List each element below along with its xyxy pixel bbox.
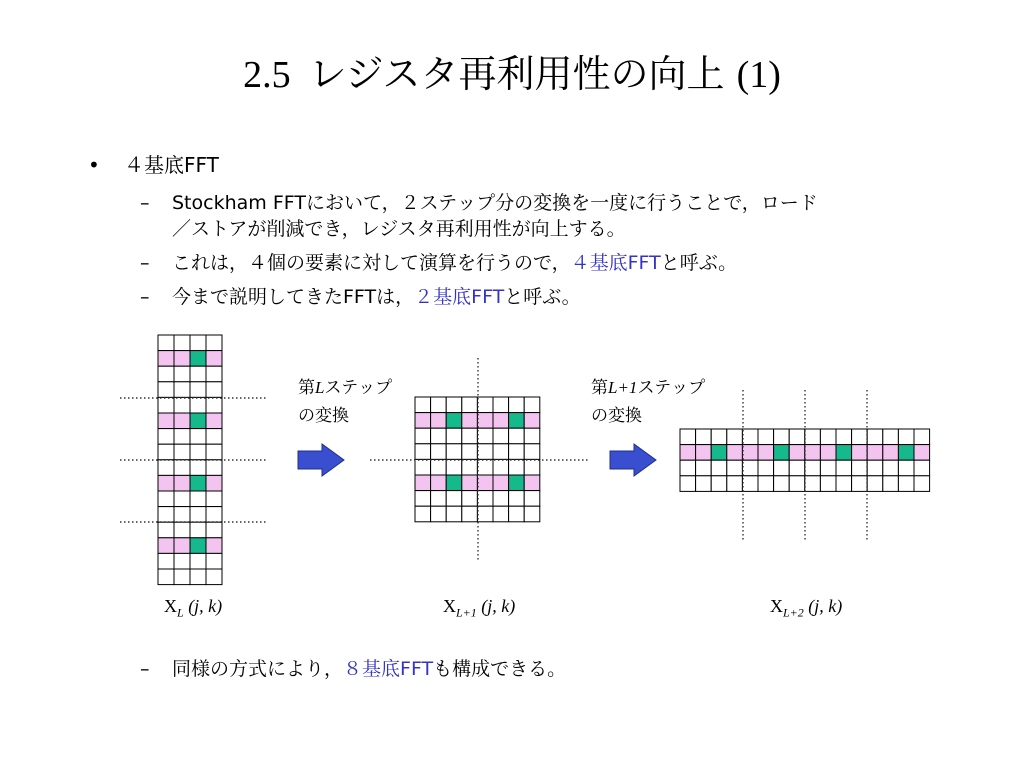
grid-xl1-cell — [415, 506, 431, 522]
grid-xl-cell — [190, 351, 206, 367]
grid-xl-cell — [206, 491, 222, 507]
grid-xl-cell — [174, 569, 190, 585]
grid-xl1-cell — [415, 475, 431, 491]
grid-xl2-cell — [820, 429, 836, 445]
grid-xl1-cell — [493, 428, 509, 444]
grid-xl-cell — [158, 553, 174, 569]
grid-xl-cell — [206, 538, 222, 554]
item-2-text: これは，４個の要素に対して演算を行うので， — [172, 252, 571, 274]
grid-xl-cell — [190, 491, 206, 507]
grid-xl2-cell — [680, 476, 696, 492]
grid-xl1-cell — [462, 491, 478, 507]
item-3-tail: と呼ぶ。 — [504, 286, 581, 308]
grid-xl1-cell — [431, 459, 447, 475]
grid-xl1-cell — [431, 397, 447, 413]
grid-xl-cell — [206, 553, 222, 569]
item-2-highlight: ４基底FFT — [570, 252, 661, 274]
grid-xl-cell — [206, 351, 222, 367]
grid-xl-cell — [158, 413, 174, 429]
grid-xl2-cell — [836, 460, 852, 476]
grid-xl-cell — [206, 460, 222, 476]
grid-xl2-cell — [820, 460, 836, 476]
grid-xl1-cell — [446, 475, 462, 491]
grid-xl1-cell — [493, 413, 509, 429]
grid-xl1-cell — [524, 428, 540, 444]
grid-xl-cell — [206, 366, 222, 382]
step-l-caption-line-1: 第Lステップ — [298, 378, 393, 398]
grid-xl2-cell — [711, 460, 727, 476]
grid-xl1-cell — [462, 397, 478, 413]
item-2-tail: と呼ぶ。 — [660, 252, 738, 274]
grid-xl1-cell — [509, 506, 525, 522]
grid-xl-cell — [206, 507, 222, 523]
grid-xl-cell — [174, 382, 190, 398]
grid-xl2-cell — [914, 429, 930, 445]
grid-xl2-cell — [727, 460, 743, 476]
step-l1-caption-line-1: 第L+1ステップ — [591, 378, 706, 398]
grid-xl-cell — [190, 569, 206, 585]
grid-xl2-cell — [867, 460, 883, 476]
item-4-tail: も構成できる。 — [433, 658, 567, 680]
grid-xl2-cell — [696, 429, 712, 445]
grid-xl-cell — [190, 335, 206, 351]
grid-xl-cell — [174, 507, 190, 523]
grid-xl2-cell — [758, 445, 774, 461]
grid-xl2-cell — [867, 445, 883, 461]
grid-xl-cell — [206, 475, 222, 491]
grid-xl-cell — [174, 444, 190, 460]
grid-xl-cell — [206, 444, 222, 460]
grid-xl2-cell — [758, 460, 774, 476]
grid-xl2-cell — [852, 445, 868, 461]
grid-xl1-cell — [415, 491, 431, 507]
grid-xl1-cell — [509, 444, 525, 460]
grid-xl2-cell — [820, 476, 836, 492]
grid-xl1-cell — [509, 397, 525, 413]
grid-xl-cell — [158, 460, 174, 476]
grid-xl-cell — [174, 413, 190, 429]
grid-xl-cell — [206, 397, 222, 413]
grid-xl2-cell — [914, 476, 930, 492]
grid-xl2-cell — [852, 429, 868, 445]
grid-xl-cell — [158, 429, 174, 445]
grid-xl1-cell — [493, 459, 509, 475]
grid-xl-cell — [158, 444, 174, 460]
grid-xl1-cell — [477, 506, 493, 522]
grid-xl1-cell — [477, 491, 493, 507]
grid-xl1-cell — [477, 475, 493, 491]
grid-xl1-cell — [493, 475, 509, 491]
item-3-text: 今まで説明してきたFFTは， — [172, 286, 415, 308]
grid-xl1-cell — [431, 413, 447, 429]
item-3-highlight: ２基底FFT — [414, 286, 505, 308]
grid-xl-cell — [158, 382, 174, 398]
grid-xl-cell — [158, 351, 174, 367]
grid-xl1-cell — [524, 397, 540, 413]
grid-xl2-cell — [742, 429, 758, 445]
grid-xl2-cell — [805, 476, 821, 492]
grid-xl-cell — [206, 569, 222, 585]
grid-xl2-cell — [898, 460, 914, 476]
grid-xl2-cell — [774, 460, 790, 476]
grid-label-xl1: $X_{L+1}$ (j, k) — [443, 596, 516, 620]
grid-xl2-cell — [742, 460, 758, 476]
grid-xl2-cell — [883, 429, 899, 445]
grid-xl2-cell — [696, 460, 712, 476]
item-4 — [172, 656, 566, 682]
grid-xl-cell — [174, 429, 190, 445]
grid-xl2-cell — [680, 429, 696, 445]
grid-xl1-cell — [509, 413, 525, 429]
grid-xl2-cell — [789, 445, 805, 461]
grid-xl1-cell — [493, 444, 509, 460]
grid-xl1-cell — [431, 444, 447, 460]
grid-xl2-cell — [867, 429, 883, 445]
grid-xl-cell — [190, 382, 206, 398]
dash-marker: – — [140, 286, 150, 308]
grid-xl2-cell — [774, 429, 790, 445]
title-number: 2.5 — [243, 54, 291, 96]
grid-xl2-cell — [898, 476, 914, 492]
grid-xl2-cell — [696, 476, 712, 492]
grid-xl1-cell — [509, 459, 525, 475]
dash-marker: – — [140, 252, 150, 274]
grid-xl2-cell — [758, 429, 774, 445]
grid-xl-cell — [190, 444, 206, 460]
grid-xl-cell — [190, 366, 206, 382]
grid-xl1-cell — [446, 506, 462, 522]
grid-xl1-cell — [509, 475, 525, 491]
grid-xl2-cell — [883, 460, 899, 476]
grid-xl1-cell — [446, 459, 462, 475]
grid-xl2-cell — [680, 460, 696, 476]
grid-xl-cell — [158, 507, 174, 523]
grid-xl2-cell — [727, 429, 743, 445]
bullet-heading: ４基底FFT — [124, 153, 219, 177]
grid-xl1-cell — [477, 428, 493, 444]
grid-xl2-cell — [883, 476, 899, 492]
grid-xl2-cell — [789, 429, 805, 445]
grid-xl2-cell — [758, 476, 774, 492]
grid-xl-cell — [158, 397, 174, 413]
grid-xl-cell — [206, 335, 222, 351]
grid-xl1-cell — [415, 428, 431, 444]
grid-xl2-cell — [727, 445, 743, 461]
grid-xl2-cell — [836, 476, 852, 492]
grid-xl1-cell — [524, 459, 540, 475]
grid-xl-cell — [190, 397, 206, 413]
grid-xl1-cell — [477, 397, 493, 413]
grid-xl-cell — [158, 538, 174, 554]
grid-xl-cell — [190, 475, 206, 491]
grid-xl2-cell — [898, 445, 914, 461]
grid-xl2-cell — [789, 460, 805, 476]
grid-xl-cell — [158, 366, 174, 382]
grid-xl-cell — [174, 522, 190, 538]
grid-xl1-cell — [462, 506, 478, 522]
grid-xl2-cell — [711, 445, 727, 461]
grid-xl1-cell — [524, 444, 540, 460]
grid-xl1-cell — [524, 475, 540, 491]
grid-xl-cell — [190, 553, 206, 569]
step-l1-arrow — [610, 444, 656, 476]
grid-xl2-cell — [883, 445, 899, 461]
grid-xl1-cell — [462, 475, 478, 491]
bullet-marker: • — [88, 153, 100, 177]
grid-xl-cell — [174, 351, 190, 367]
grid-xl2-cell — [836, 445, 852, 461]
grid-xl2-cell — [914, 460, 930, 476]
grid-xl-cell — [206, 382, 222, 398]
grid-xl-cell — [174, 397, 190, 413]
grid-xl2-cell — [774, 445, 790, 461]
grid-xl1-cell — [477, 444, 493, 460]
grid-xl1-cell — [462, 413, 478, 429]
grid-xl-cell — [158, 569, 174, 585]
grid-xl2-cell — [867, 476, 883, 492]
grid-xl1-cell — [524, 491, 540, 507]
grid-xl2-cell — [742, 476, 758, 492]
grid-xl1-cell — [446, 428, 462, 444]
grid-xl1-cell — [431, 475, 447, 491]
grid-xl1-cell — [477, 459, 493, 475]
grid-xl2-cell — [680, 445, 696, 461]
grid-xl-cell — [174, 553, 190, 569]
grid-xl-cell — [190, 413, 206, 429]
grid-xl-cell — [190, 507, 206, 523]
grid-label-xl: $X_L$ (j, k) — [164, 596, 223, 620]
title-text: レジスタ再利用性の向上 — [308, 52, 725, 96]
grid-xl2-cell — [805, 460, 821, 476]
grid-xl2-cell — [774, 476, 790, 492]
grid-xl1-cell — [446, 413, 462, 429]
grid-xl-cell — [206, 413, 222, 429]
grid-xl1-cell — [415, 397, 431, 413]
grid-xl2-cell — [820, 445, 836, 461]
item-1-line-1: Stockham FFTにおいて，２ステップ分の変換を一度に行うことで，ロード — [172, 192, 818, 214]
item-1-line-2: ／ストアが削減でき，レジスタ再利用性が向上する。 — [172, 218, 626, 240]
grid-xl1-cell — [524, 413, 540, 429]
grid-xl2-cell — [914, 445, 930, 461]
grid-xl-cell — [158, 475, 174, 491]
grid-xl1-cell — [524, 506, 540, 522]
grid-label-xl2: $X_{L+2}$ (j, k) — [770, 596, 843, 620]
item-4-text: 同様の方式により， — [172, 658, 344, 680]
grid-xl1-cell — [431, 506, 447, 522]
dash-marker: – — [140, 658, 150, 680]
grid-xl-cell — [158, 522, 174, 538]
grid-xl2-cell — [898, 429, 914, 445]
grid-xl-cell — [190, 429, 206, 445]
grid-xl1-cell — [415, 413, 431, 429]
grid-xl2-cell — [696, 445, 712, 461]
grid-xl-cell — [174, 491, 190, 507]
grid-xl2-cell — [852, 476, 868, 492]
grid-xl-cell — [174, 335, 190, 351]
grid-xl-cell — [190, 522, 206, 538]
grid-xl2-cell — [742, 445, 758, 461]
grid-xl1-cell — [431, 428, 447, 444]
grid-xl2-cell — [727, 476, 743, 492]
grid-xl-cell — [158, 491, 174, 507]
title-suffix: (1) — [736, 54, 781, 96]
grid-xl2-cell — [711, 429, 727, 445]
grid-xl1-cell — [446, 491, 462, 507]
grid-xl2-cell — [805, 429, 821, 445]
grid-xl-cell — [158, 335, 174, 351]
grid-xl1-cell — [431, 491, 447, 507]
grid-xl1-cell — [462, 459, 478, 475]
grid-xl1-cell — [446, 444, 462, 460]
grid-xl1-cell — [415, 459, 431, 475]
grid-xl-cell — [174, 366, 190, 382]
grid-xl-cell — [206, 429, 222, 445]
grid-xl-cell — [174, 460, 190, 476]
grid-xl1-cell — [477, 413, 493, 429]
grid-xl2-cell — [836, 429, 852, 445]
dash-marker: – — [140, 192, 150, 214]
step-l-arrow — [298, 444, 344, 476]
grid-xl-cell — [190, 460, 206, 476]
item-4-highlight: ８基底FFT — [343, 658, 434, 680]
grid-xl1-cell — [493, 506, 509, 522]
grid-xl2-cell — [711, 476, 727, 492]
step-l1-caption-line-2: の変換 — [591, 406, 642, 426]
grid-xl2-cell — [789, 476, 805, 492]
grid-xl1-cell — [509, 428, 525, 444]
grid-xl1-cell — [415, 444, 431, 460]
grid-xl1-cell — [509, 491, 525, 507]
grid-xl1-cell — [446, 397, 462, 413]
grid-xl1-cell — [462, 428, 478, 444]
grid-xl1-cell — [493, 397, 509, 413]
step-l-caption-line-2: の変換 — [298, 406, 349, 426]
grid-xl-cell — [174, 538, 190, 554]
grid-xl-cell — [190, 538, 206, 554]
grid-xl2-cell — [805, 445, 821, 461]
grid-xl2-cell — [852, 460, 868, 476]
grid-xl1-cell — [493, 491, 509, 507]
grid-xl-cell — [174, 475, 190, 491]
grid-xl-cell — [206, 522, 222, 538]
grid-xl1-cell — [462, 444, 478, 460]
